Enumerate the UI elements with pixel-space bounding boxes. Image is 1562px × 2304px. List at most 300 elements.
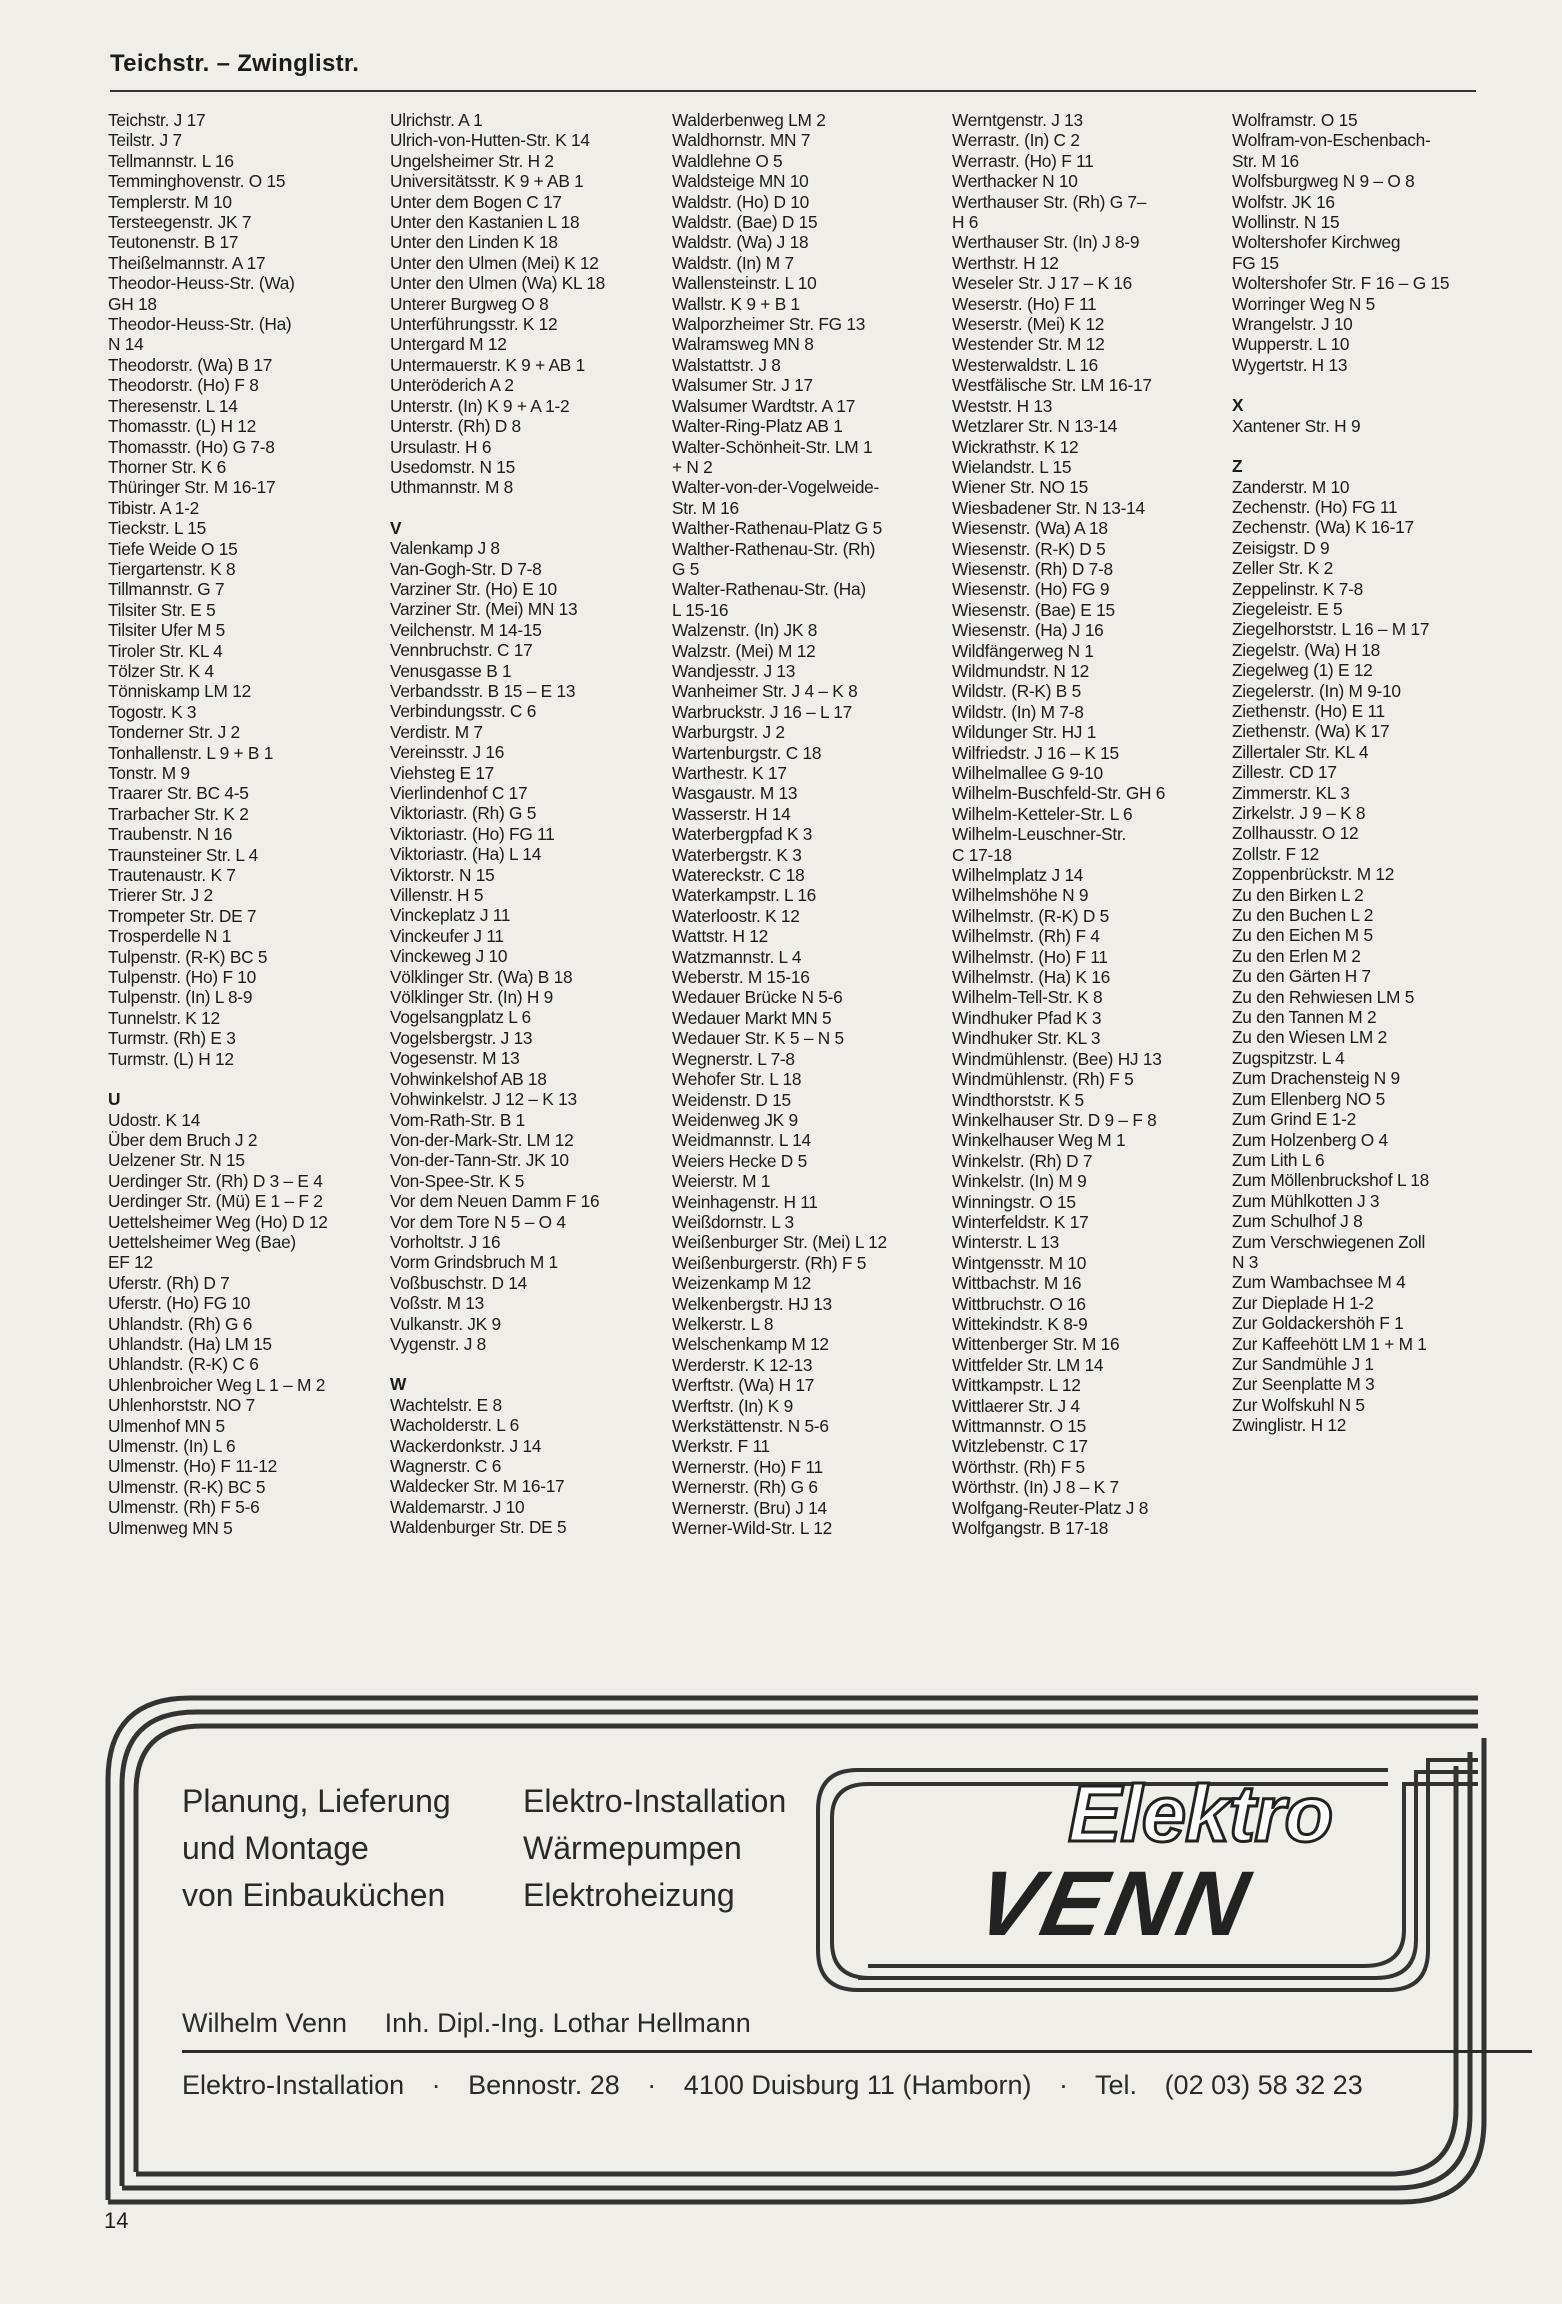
street-entry: Walstattstr. J 8	[672, 354, 781, 375]
street-entry: Ziethenstr. (Wa) K 17	[1232, 721, 1390, 742]
street-entry: Waldlehne O 5	[672, 150, 783, 171]
street-entry: Universitätsstr. K 9 + AB 1	[390, 171, 584, 192]
street-entry: Vor dem Neuen Damm F 16	[390, 1191, 600, 1212]
street-entry: Zum Mühlkotten J 3	[1232, 1190, 1380, 1211]
street-entry: Wittkampstr. L 12	[952, 1375, 1081, 1396]
street-entry: Wiesenstr. (Ho) FG 9	[952, 579, 1110, 600]
street-entry: Trompeter Str. DE 7	[108, 905, 257, 926]
street-entry: Thomasstr. (L) H 12	[108, 416, 256, 437]
street-entry: Wiesenstr. (Rh) D 7-8	[952, 558, 1113, 579]
street-entry: Unteröderich A 2	[390, 375, 514, 396]
service-line: Elektroheizung	[523, 1877, 735, 1913]
street-entry: Vinckeweg J 10	[390, 946, 508, 967]
street-entry: Wildstr. (R-K) B 5	[952, 681, 1081, 702]
street-entry: Wilhelmstr. (Ha) K 16	[952, 967, 1110, 988]
street-entry: Zimmerstr. KL 3	[1232, 782, 1350, 803]
section-gap	[1232, 375, 1514, 395]
street-entry: Zur Seenplatte M 3	[1232, 1374, 1375, 1395]
service-line: von Einbauküchen	[182, 1877, 446, 1913]
section-letter: Z	[1232, 456, 1243, 477]
street-entry: Wartenburgstr. C 18	[672, 742, 822, 763]
street-entry: Vohwinkelstr. J 12 – K 13	[390, 1089, 577, 1110]
street-entry: Wittmannstr. O 15	[952, 1416, 1087, 1436]
street-entry: Zum Verschwiegenen Zoll	[1232, 1231, 1426, 1252]
street-entry: Zillestr. CD 17	[1232, 762, 1337, 783]
street-entry: Wilhelmstr. (Rh) F 4	[952, 926, 1100, 947]
section-letter: W	[390, 1374, 407, 1395]
street-entry: Wolfstr. JK 16	[1232, 191, 1335, 212]
street-entry: Wacholderstr. L 6	[390, 1415, 519, 1436]
street-entry: Wiesenstr. (Bae) E 15	[952, 599, 1115, 620]
street-entry: Wedauer Markt MN 5	[672, 1007, 832, 1028]
street-entry: Venusgasse B 1	[390, 660, 512, 681]
street-entry: Ursulastr. H 6	[390, 436, 492, 457]
street-entry: Walther-Rathenau-Platz G 5	[672, 518, 882, 539]
street-entry: Werthauser Str. (In) J 8-9	[952, 232, 1140, 253]
street-entry: Wagnerstr. C 6	[390, 1456, 502, 1476]
street-entry: Walzenstr. (In) JK 8	[672, 620, 818, 641]
street-entry: Wilhelmplatz J 14	[952, 865, 1084, 886]
street-entry: Über dem Bruch J 2	[108, 1129, 258, 1150]
street-entry: Walzstr. (Mei) M 12	[672, 640, 816, 661]
street-entry: Watereckstr. C 18	[672, 865, 805, 886]
street-entry: Wrangelstr. J 10	[1232, 314, 1353, 335]
contact-tel-label: Tel.	[1095, 2070, 1138, 2100]
street-entry: Wolfgangstr. B 17-18	[952, 1518, 1109, 1539]
street-index	[108, 110, 1508, 1540]
street-entry: Wilhelmallee G 9-10	[952, 763, 1103, 783]
street-entry: Wittbachstr. M 16	[952, 1273, 1082, 1294]
street-entry: Wolframstr. O 15	[1232, 110, 1358, 130]
street-entry: Werthacker N 10	[952, 171, 1078, 192]
street-entry: Zu den Eichen M 5	[1232, 925, 1373, 946]
logo-word-venn: VENN	[967, 1853, 1261, 1955]
contact-line	[182, 2070, 1383, 2101]
street-entry: Weierstr. M 1	[672, 1171, 771, 1192]
street-entry: Walderbenweg LM 2	[672, 110, 826, 130]
street-entry: Zu den Gärten H 7	[1232, 966, 1371, 987]
street-entry: Unter den Ulmen (Wa) KL 18	[390, 273, 606, 294]
street-entry: Zum Schulhof J 8	[1232, 1211, 1363, 1232]
street-entry: Walther-Rathenau-Str. (Rh)	[672, 538, 876, 559]
street-entry: Westerwaldstr. L 16	[952, 354, 1099, 375]
street-entry: Trarbacher Str. K 2	[108, 803, 249, 824]
street-entry: Weinhagenstr. H 11	[672, 1191, 818, 1212]
street-entry: Vogelsangplatz L 6	[390, 1007, 531, 1028]
street-entry: Winkelstr. (Rh) D 7	[952, 1150, 1093, 1171]
street-entry: Wildunger Str. HJ 1	[952, 722, 1097, 743]
street-entry: Wachtelstr. E 8	[390, 1394, 502, 1415]
street-entry: Ziegelerstr. (In) M 9-10	[1232, 680, 1401, 701]
street-entry: Ziegeleistr. E 5	[1232, 598, 1343, 619]
street-entry: Traubenstr. N 16	[108, 824, 233, 845]
street-entry: Uferstr. (Rh) D 7	[108, 1272, 230, 1293]
street-entry: Wegnerstr. L 7-8	[672, 1048, 795, 1069]
contact-part: Elektro-Installation	[182, 2070, 405, 2100]
street-entry: Welschenkamp M 12	[672, 1334, 829, 1355]
street-entry: Wintgensstr. M 10	[952, 1252, 1087, 1273]
street-entry: Wedauer Brücke N 5-6	[672, 987, 843, 1008]
street-entry: L 15-16	[672, 599, 729, 620]
street-entry: Viktoriastr. (Ha) L 14	[390, 844, 542, 865]
street-entry: Weißenburger Str. (Mei) L 12	[672, 1232, 887, 1253]
street-entry: Vogesenstr. M 13	[390, 1048, 520, 1069]
street-entry: Str. M 16	[1232, 150, 1299, 171]
street-entry: Turmstr. (L) H 12	[108, 1048, 234, 1069]
street-entry: Weißdornstr. L 3	[672, 1211, 794, 1232]
street-entry: Waldstr. (In) M 7	[672, 252, 794, 273]
street-entry: Thomasstr. (Ho) G 7-8	[108, 436, 275, 457]
street-entry: Windmühlenstr. (Bee) HJ 13	[952, 1048, 1162, 1069]
street-entry: Unter den Ulmen (Mei) K 12	[390, 252, 599, 273]
street-entry: Traunsteiner Str. L 4	[108, 844, 259, 865]
street-entry: Wolfgang-Reuter-Platz J 8	[952, 1497, 1149, 1518]
street-entry: Weidenweg JK 9	[672, 1109, 798, 1130]
street-entry: Werthauser Str. (Rh) G 7–	[952, 191, 1147, 212]
street-entry: N 3	[1232, 1251, 1259, 1272]
street-entry: Waterbergpfad K 3	[672, 824, 813, 845]
elektro-venn-advertisement	[98, 1690, 1494, 2210]
street-entry: Walter-von-der-Vogelweide-	[672, 477, 880, 498]
street-entry: Warbruckstr. J 16 – L 17	[672, 701, 853, 722]
street-entry: Uhlenbroicher Weg L 1 – M 2	[108, 1374, 326, 1395]
street-entry: Zum Ellenberg NO 5	[1232, 1088, 1386, 1109]
street-entry: Westfälische Str. LM 16-17	[952, 375, 1152, 396]
street-entry: Wildmundstr. N 12	[952, 660, 1089, 681]
street-entry: Theresenstr. L 14	[108, 395, 238, 416]
street-entry: Ungelsheimer Str. H 2	[390, 150, 554, 171]
street-entry: Thorner Str. K 6	[108, 456, 226, 477]
section-gap	[108, 1069, 390, 1089]
services-electrical	[523, 1778, 786, 1919]
street-entry: Uthmannstr. M 8	[390, 477, 514, 498]
street-entry: Usedomstr. N 15	[390, 456, 515, 477]
street-entry: Zu den Rehwiesen LM 5	[1232, 986, 1415, 1007]
street-entry: Unter den Kastanien L 18	[390, 212, 580, 233]
index-column-5	[1232, 110, 1514, 1436]
street-entry: Vorholtstr. J 16	[390, 1231, 501, 1252]
street-entry: Zeisigstr. D 9	[1232, 537, 1330, 558]
street-entry: Xantener Str. H 9	[1232, 415, 1361, 436]
street-entry: Zugspitzstr. L 4	[1232, 1047, 1345, 1068]
owner-name: Wilhelm Venn	[182, 2008, 348, 2038]
index-column-1	[108, 110, 390, 1538]
street-entry: Walter-Rathenau-Str. (Ha)	[672, 579, 866, 600]
street-entry: Zu den Erlen M 2	[1232, 945, 1361, 966]
street-entry: Zwinglistr. H 12	[1232, 1415, 1347, 1436]
street-entry: Winkelhauser Weg M 1	[952, 1130, 1126, 1151]
street-entry: Zur Goldackershöh F 1	[1232, 1313, 1404, 1334]
street-entry: Wilhelmstr. (R-K) D 5	[952, 905, 1110, 926]
street-entry: Wilhelm-Leuschner-Str.	[952, 824, 1127, 845]
street-entry: Westender Str. M 12	[952, 334, 1105, 355]
street-entry: Tulpenstr. (R-K) BC 5	[108, 946, 268, 967]
street-entry: Wolfram-von-Eschenbach-	[1232, 130, 1431, 151]
street-entry: Waterkampstr. L 16	[672, 885, 817, 906]
street-entry: Unter dem Bogen C 17	[390, 191, 562, 212]
street-entry: Weseler Str. J 17 – K 16	[952, 273, 1133, 294]
street-entry: Wilfriedstr. J 16 – K 15	[952, 742, 1119, 763]
street-entry: Waterloostr. K 12	[672, 905, 800, 926]
street-entry: Ulmenhof MN 5	[108, 1415, 225, 1436]
street-entry: Tillmannstr. G 7	[108, 579, 225, 600]
street-entry: Ziegelhorststr. L 16 – M 17	[1232, 619, 1430, 640]
street-entry: Villenstr. H 5	[390, 885, 484, 906]
street-entry: Zechenstr. (Wa) K 16-17	[1232, 517, 1414, 538]
street-entry: Vogelsbergstr. J 13	[390, 1027, 533, 1048]
street-entry: Wiener Str. NO 15	[952, 477, 1088, 498]
street-entry: Tiefe Weide O 15	[108, 538, 238, 559]
street-entry: Witzlebenstr. C 17	[952, 1436, 1088, 1457]
street-entry: Trautenaustr. K 7	[108, 865, 236, 886]
street-entry: Wildfängerweg N 1	[952, 640, 1094, 661]
street-entry: Waldhornstr. MN 7	[672, 130, 811, 151]
service-line: Planung, Lieferung	[182, 1783, 451, 1819]
street-entry: Wittfelder Str. LM 14	[952, 1354, 1104, 1375]
street-entry: Traarer Str. BC 4-5	[108, 783, 249, 804]
street-entry: Ulrich-von-Hutten-Str. K 14	[390, 130, 590, 151]
street-entry: Wollinstr. N 15	[1232, 212, 1340, 233]
street-entry: Uhlenhorststr. NO 7	[108, 1395, 256, 1416]
street-entry: Wolfsburgweg N 9 – O 8	[1232, 171, 1415, 192]
street-entry: Wittbruchstr. O 16	[952, 1293, 1086, 1314]
street-entry: Wackerdonkstr. J 14	[390, 1435, 542, 1456]
street-entry: Zoppenbrückstr. M 12	[1232, 864, 1395, 885]
street-entry: Tonhallenstr. L 9 + B 1	[108, 742, 274, 763]
street-entry: Werkstättenstr. N 5-6	[672, 1416, 829, 1436]
street-entry: Tibistr. A 1-2	[108, 497, 199, 518]
street-entry: Viktoriastr. (Rh) G 5	[390, 803, 537, 824]
street-entry: Uhlandstr. (R-K) C 6	[108, 1354, 259, 1375]
owner-title: Inh. Dipl.-Ing. Lothar Hellmann	[384, 2008, 751, 2038]
street-entry: Waterbergstr. K 3	[672, 844, 802, 865]
street-entry: Zeppelinstr. K 7-8	[1232, 578, 1363, 599]
street-entry: Wehofer Str. L 18	[672, 1069, 802, 1090]
street-entry: Zanderstr. M 10	[1232, 476, 1350, 497]
street-entry: Von-der-Mark-Str. LM 12	[390, 1129, 574, 1150]
street-entry: Zeller Str. K 2	[1232, 558, 1333, 579]
street-entry: Weidmannstr. L 14	[672, 1130, 811, 1151]
street-entry: Zum Möllenbruckshof L 18	[1232, 1170, 1429, 1191]
street-entry: Wallensteinstr. L 10	[672, 273, 817, 294]
street-entry: Zum Holzenberg O 4	[1232, 1129, 1388, 1150]
street-entry: Zollhausstr. O 12	[1232, 823, 1359, 844]
street-entry: Tersteegenstr. JK 7	[108, 212, 252, 233]
street-entry: Teutonenstr. B 17	[108, 232, 239, 253]
street-entry: Unterstr. (Rh) D 8	[390, 416, 521, 437]
street-entry: Zu den Tannen M 2	[1232, 1007, 1377, 1028]
street-entry: Untergard M 12	[390, 334, 507, 355]
street-entry: Weizenkamp M 12	[672, 1273, 812, 1294]
street-entry: Wetzlarer Str. N 13-14	[952, 416, 1118, 437]
section-letter: X	[1232, 395, 1244, 416]
street-entry: Völklinger Str. (In) H 9	[390, 987, 554, 1008]
street-entry: Wildstr. (In) M 7-8	[952, 701, 1084, 722]
street-entry: Trosperdelle N 1	[108, 926, 232, 947]
street-entry: Wernerstr. (Ho) F 11	[672, 1456, 823, 1477]
street-entry: Vom-Rath-Str. B 1	[390, 1109, 526, 1130]
street-entry: Woltershofer Str. F 16 – G 15	[1232, 273, 1450, 294]
street-entry: Wygertstr. H 13	[1232, 354, 1348, 375]
street-entry: Wittekindstr. K 8-9	[952, 1313, 1088, 1334]
street-entry: Valenkamp J 8	[390, 538, 500, 559]
street-entry: Walramsweg MN 8	[672, 334, 814, 355]
services-kitchen	[182, 1778, 451, 1919]
street-entry: Uhlandstr. (Rh) G 6	[108, 1313, 253, 1334]
street-entry: Winningstr. O 15	[952, 1191, 1076, 1212]
street-entry: Verbandsstr. B 15 – E 13	[390, 680, 576, 701]
street-entry: Warburgstr. J 2	[672, 722, 785, 743]
street-entry: Weststr. H 13	[952, 395, 1053, 416]
street-entry: Welkenbergstr. HJ 13	[672, 1293, 832, 1314]
street-entry: Walter-Ring-Platz AB 1	[672, 416, 843, 437]
street-entry: Ziethenstr. (Ho) E 11	[1232, 700, 1385, 721]
street-entry: Zum Lith L 6	[1232, 1149, 1325, 1170]
street-entry: Ulrichstr. A 1	[390, 110, 483, 130]
street-entry: Uelzener Str. N 15	[108, 1150, 245, 1171]
street-entry: Vygenstr. J 8	[390, 1333, 487, 1354]
street-entry: Werderstr. K 12-13	[672, 1354, 813, 1375]
service-line: und Montage	[182, 1830, 369, 1866]
street-entry: Tiergartenstr. K 8	[108, 558, 236, 579]
street-entry: Zechenstr. (Ho) FG 11	[1232, 496, 1398, 517]
street-entry: Wernerstr. (Rh) G 6	[672, 1477, 818, 1498]
street-entry: Teichstr. J 17	[108, 110, 206, 130]
street-entry: Wallstr. K 9 + B 1	[672, 293, 800, 314]
street-entry: + N 2	[672, 456, 713, 477]
street-entry: Veilchenstr. M 14-15	[390, 619, 542, 640]
street-entry: Vinckeplatz J 11	[390, 905, 511, 926]
street-entry: Thüringer Str. M 16-17	[108, 477, 276, 498]
street-entry: Vorm Grindsbruch M 1	[390, 1252, 558, 1273]
section-gap	[1232, 436, 1514, 456]
service-line: Elektro-Installation	[523, 1783, 787, 1819]
street-entry: Vierlindenhof C 17	[390, 783, 528, 803]
street-entry: Unter den Linden K 18	[390, 232, 558, 253]
street-entry: Wörthstr. (In) J 8 – K 7	[952, 1477, 1119, 1498]
street-entry: Wittlaerer Str. J 4	[952, 1395, 1080, 1416]
street-entry: Winkelhauser Str. D 9 – F 8	[952, 1109, 1157, 1130]
street-entry: Vinckeufer J 11	[390, 925, 504, 946]
street-entry: Uferstr. (Ho) FG 10	[108, 1293, 251, 1314]
street-entry: Viktoriastr. (Ho) FG 11	[390, 823, 555, 844]
street-entry: Ulmenstr. (R-K) BC 5	[108, 1476, 266, 1497]
street-entry: Zu den Birken L 2	[1232, 884, 1364, 905]
street-entry: Wasgaustr. M 13	[672, 783, 798, 804]
separator-dot: ·	[647, 2070, 657, 2100]
street-entry: Walter-Schönheit-Str. LM 1	[672, 436, 873, 457]
street-entry: Worringer Weg N 5	[1232, 293, 1376, 314]
street-entry: Weberstr. M 15-16	[672, 967, 810, 988]
street-entry: Uerdinger Str. (Mü) E 1 – F 2	[108, 1191, 323, 1212]
street-entry: Von-Spee-Str. K 5	[390, 1170, 525, 1191]
street-entry: Zum Wambachsee M 4	[1232, 1272, 1406, 1293]
street-entry: Walsumer Wardtstr. A 17	[672, 395, 856, 416]
street-entry: Varziner Str. (Mei) MN 13	[390, 599, 578, 620]
street-entry: Werftstr. (Wa) H 17	[672, 1375, 815, 1396]
index-column-4	[952, 110, 1234, 1538]
street-entry: Windthorststr. K 5	[952, 1089, 1084, 1110]
street-entry: Unterführungsstr. K 12	[390, 314, 558, 335]
street-entry: Zu den Wiesen LM 2	[1232, 1027, 1387, 1048]
street-entry: Werthstr. H 12	[952, 252, 1059, 273]
street-entry: Tulpenstr. (In) L 8-9	[108, 987, 253, 1008]
street-entry: Woltershofer Kirchweg	[1232, 232, 1401, 253]
street-entry: Tiroler Str. KL 4	[108, 640, 223, 661]
street-entry: Walporzheimer Str. FG 13	[672, 314, 866, 335]
street-entry: Völklinger Str. (Wa) B 18	[390, 966, 573, 987]
street-entry: Togostr. K 3	[108, 701, 197, 722]
street-entry: Wiesenstr. (Ha) J 16	[952, 620, 1104, 641]
street-entry: Tilsiter Str. E 5	[108, 599, 216, 620]
street-entry: Winkelstr. (In) M 9	[952, 1171, 1087, 1192]
street-entry: Wilhelm-Ketteler-Str. L 6	[952, 803, 1133, 824]
street-entry: Vennbruchstr. C 17	[390, 640, 533, 661]
street-entry: Werkstr. F 11	[672, 1436, 770, 1457]
street-entry: Wanheimer Str. J 4 – K 8	[672, 681, 858, 702]
street-entry: Wickrathstr. K 12	[952, 436, 1079, 457]
elektro-venn-logo	[868, 1760, 1488, 1960]
contact-city: 4100 Duisburg 11 (Hamborn)	[683, 2070, 1032, 2100]
section-letter: V	[390, 517, 402, 538]
street-entry: Temminghovenstr. O 15	[108, 171, 286, 192]
street-entry: Zirkelstr. J 9 – K 8	[1232, 803, 1366, 823]
street-entry: Tilsiter Ufer M 5	[108, 620, 226, 641]
street-entry: GH 18	[108, 293, 157, 314]
street-entry: Turmstr. (Rh) E 3	[108, 1028, 236, 1049]
street-entry: Verdistr. M 7	[390, 721, 483, 742]
street-entry: Zum Drachensteig N 9	[1232, 1068, 1400, 1089]
page-number: 14	[104, 2208, 129, 2233]
street-entry: Theodorstr. (Wa) B 17	[108, 354, 273, 375]
street-entry: Wörthstr. (Rh) F 5	[952, 1456, 1085, 1477]
street-entry: H 6	[952, 212, 979, 233]
street-entry: Verbindungsstr. C 6	[390, 701, 537, 722]
contact-phone: (02 03) 58 32 23	[1164, 2070, 1363, 2100]
street-entry: Wedauer Str. K 5 – N 5	[672, 1028, 844, 1049]
street-entry: Windmühlenstr. (Rh) F 5	[952, 1069, 1134, 1090]
street-entry: Wernerstr. (Bru) J 14	[672, 1497, 827, 1518]
street-entry: Viktorstr. N 15	[390, 864, 495, 885]
street-entry: Waldstr. (Ho) D 10	[672, 191, 809, 212]
street-entry: Voßstr. M 13	[390, 1293, 485, 1314]
street-entry: Wilhelmstr. (Ho) F 11	[952, 946, 1108, 967]
street-entry: Tonderner Str. J 2	[108, 722, 240, 743]
street-entry: Zur Kaffeehött LM 1 + M 1	[1232, 1333, 1427, 1354]
street-entry: Waldenburger Str. DE 5	[390, 1517, 567, 1538]
street-entry: FG 15	[1232, 252, 1279, 273]
street-entry: Str. M 16	[672, 497, 739, 518]
index-column-2	[390, 110, 672, 1538]
street-entry: Werrastr. (Ho) F 11	[952, 150, 1094, 171]
street-entry: Uhlandstr. (Ha) LM 15	[108, 1333, 272, 1354]
street-entry: C 17-18	[952, 844, 1012, 865]
street-entry: Wilhelm-Tell-Str. K 8	[952, 987, 1103, 1008]
street-entry: Windhuker Pfad K 3	[952, 1007, 1102, 1028]
street-entry: Wandjesstr. J 13	[672, 660, 796, 681]
street-entry: Weidenstr. D 15	[672, 1089, 791, 1110]
street-entry: Weißenburgerstr. (Rh) F 5	[672, 1252, 867, 1273]
street-entry: Werftstr. (In) K 9	[672, 1395, 793, 1416]
street-entry: Zillertaler Str. KL 4	[1232, 741, 1369, 762]
street-entry: Theißelmannstr. A 17	[108, 252, 266, 273]
street-entry: Wiesbadener Str. N 13-14	[952, 497, 1145, 518]
street-entry: Ziegelweg (1) E 12	[1232, 660, 1373, 681]
street-entry: Vohwinkelshof AB 18	[390, 1068, 547, 1089]
street-entry: Werntgenstr. J 13	[952, 110, 1083, 130]
contact-address: Bennostr. 28	[468, 2070, 620, 2100]
street-entry: Weserstr. (Ho) F 11	[952, 293, 1097, 314]
